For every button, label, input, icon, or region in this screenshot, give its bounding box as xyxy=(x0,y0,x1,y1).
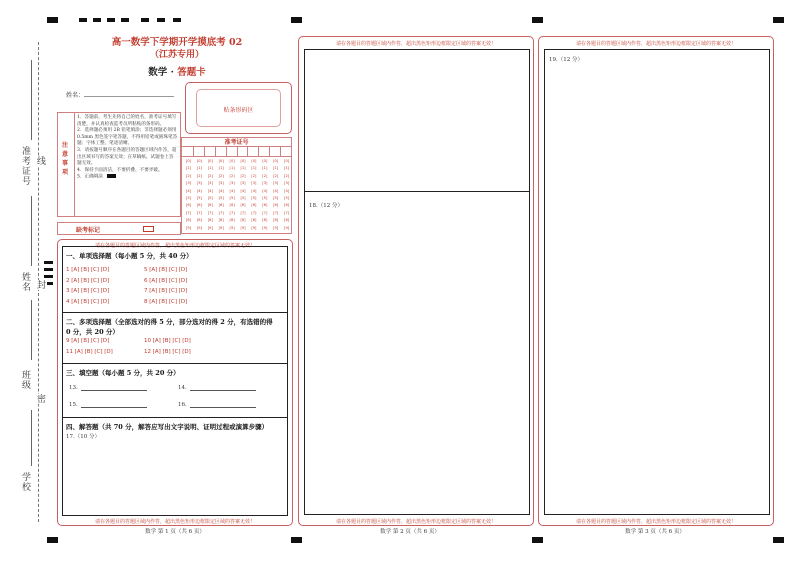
multi-choice-title: 二、多项选择题（全部选对的得 5 分，部分选对的得 2 分，有选错的得 xyxy=(66,318,273,326)
choice-row[interactable]: 5 [A] [B] [C] [D] xyxy=(144,267,188,273)
exam-id-digit[interactable]: [9] xyxy=(240,225,246,230)
barcode-area xyxy=(185,82,292,134)
notice-top: 请在各题目的答题区域内作答，超出黑色矩形边框限定区域的答案无效！ xyxy=(94,243,255,249)
exam-id-digit[interactable]: [5] xyxy=(229,195,235,200)
single-choice-options xyxy=(66,267,187,309)
exam-id-digit[interactable]: [8] xyxy=(207,218,213,223)
registration-mark xyxy=(291,17,302,23)
notice-bottom: 请在各题目的答题区域内作答，超出黑色矩形边框限定区域的答案无效！ xyxy=(335,519,496,525)
exam-id-digit[interactable]: [0] xyxy=(273,159,279,163)
exam-id-digit[interactable]: [5] xyxy=(218,195,224,200)
exam-id-digit[interactable]: [7] xyxy=(196,210,202,215)
exam-id-digit[interactable]: [6] xyxy=(185,203,192,208)
exam-id-digit[interactable]: [9] xyxy=(196,225,202,230)
choice-row[interactable]: 7 [A] [B] [C] [D] xyxy=(144,288,188,294)
exam-id-digit[interactable]: [4] xyxy=(251,188,257,193)
exam-id-digit[interactable]: [9] xyxy=(251,225,257,230)
exam-id-write-cell[interactable] xyxy=(247,147,258,156)
question-18[interactable]: 18.（12 分） xyxy=(309,203,343,209)
registration-mark xyxy=(121,18,129,22)
side-blank[interactable] xyxy=(31,196,32,266)
choice-row[interactable]: 3 [A] [B] [C] [D] xyxy=(66,288,110,294)
exam-id-box xyxy=(181,137,292,234)
exam-no-side-label: 准考证号 xyxy=(20,146,30,186)
exam-id-digit[interactable]: [7] xyxy=(251,210,257,215)
choice-row[interactable]: 6 [A] [B] [C] [D] xyxy=(144,277,188,284)
notice-top: 请在各题目的答题区域内作答，超出黑色矩形边框限定区域的答案无效！ xyxy=(335,41,496,47)
exam-id-column xyxy=(238,158,249,232)
blank-16[interactable]: 16. xyxy=(178,402,256,408)
exam-id-digit[interactable]: [6] xyxy=(229,203,235,208)
barcode-label: 贴条形码区 xyxy=(223,107,254,114)
exam-id-digit[interactable]: [1] xyxy=(229,166,235,171)
exam-id-digit[interactable]: [1] xyxy=(185,166,192,171)
exam-id-digit[interactable]: [4] xyxy=(218,188,224,193)
registration-mark xyxy=(157,18,165,22)
exam-id-digit[interactable]: [5] xyxy=(196,195,202,200)
registration-mark xyxy=(44,261,53,264)
filled-example-mark xyxy=(107,174,116,178)
exam-id-digit[interactable]: [8] xyxy=(273,218,279,223)
answer-frame xyxy=(544,49,770,515)
exam-id-label: 准考证号 xyxy=(182,138,291,147)
name-label: 姓名： xyxy=(66,92,85,99)
exam-id-digit[interactable]: [0] xyxy=(218,159,224,163)
side-blank[interactable] xyxy=(31,60,32,140)
registration-mark xyxy=(291,537,302,543)
choice-row[interactable]: 1 [A] [B] [C] [D] xyxy=(66,267,110,273)
class-side-label: 班级 xyxy=(20,370,30,390)
registration-mark xyxy=(47,282,53,285)
exam-id-digit[interactable]: [8] xyxy=(284,218,290,223)
exam-id-digit[interactable]: [3] xyxy=(240,181,246,186)
exam-id-digit[interactable]: [2] xyxy=(284,173,290,178)
exam-id-column xyxy=(259,158,270,232)
notes-list xyxy=(77,115,178,181)
exam-id-digit[interactable]: [9] xyxy=(262,225,268,230)
page1-footer: 数学 第 1 页（共 6 页） xyxy=(145,529,205,535)
exam-id-digit[interactable]: [5] xyxy=(284,195,290,200)
exam-id-digit[interactable]: [9] xyxy=(229,225,235,230)
exam-id-digit[interactable]: [2] xyxy=(229,173,235,178)
school-side-label: 学校 xyxy=(20,472,30,492)
exam-id-digit[interactable]: [1] xyxy=(284,166,290,171)
card-title-accent: 答题卡 xyxy=(177,67,206,78)
name-side-label: 姓名 xyxy=(20,272,30,292)
exam-id-digit[interactable]: [0] xyxy=(196,159,202,163)
registration-mark xyxy=(107,18,115,22)
exam-id-digit[interactable]: [0] xyxy=(185,159,192,163)
exam-id-write-cell[interactable] xyxy=(280,147,291,156)
name-field[interactable] xyxy=(66,90,174,99)
registration-mark xyxy=(93,18,101,22)
exam-id-digit[interactable]: [3] xyxy=(251,181,257,186)
exam-id-digit[interactable]: [3] xyxy=(273,181,279,186)
choice-row[interactable]: 8 [A] [B] [C] [D] xyxy=(144,298,188,305)
exam-id-digit[interactable]: [9] xyxy=(218,225,224,230)
page2-footer: 数学 第 2 页（共 6 页） xyxy=(380,529,440,535)
note-item xyxy=(77,174,178,181)
exam-id-digit[interactable]: [8] xyxy=(251,218,257,223)
exam-id-digit[interactable]: [5] xyxy=(240,195,246,200)
exam-id-digit[interactable]: [1] xyxy=(218,166,224,171)
exam-id-grid[interactable] xyxy=(183,158,292,234)
blank-13[interactable]: 13. xyxy=(69,385,147,391)
exam-id-digit[interactable]: [3] xyxy=(218,181,224,186)
exam-id-digit[interactable]: [7] xyxy=(262,210,268,215)
note-item: 4．保持卡面清洁，不要折叠、不要弄破。 xyxy=(77,167,163,173)
exam-id-digit[interactable]: [4] xyxy=(284,188,290,193)
multi-choice-title-cont: 0 分，共 20 分） xyxy=(66,328,119,336)
solution-title: 四、解答题（共 70 分，解答应写出文字说明、证明过程或演算步骤） xyxy=(66,423,269,431)
choice-row[interactable]: 11 [A] [B] [C] [D] xyxy=(66,348,113,355)
exam-id-digit[interactable]: [9] xyxy=(185,225,192,230)
answer-frame xyxy=(304,49,530,515)
choice-row[interactable]: 12 [A] [B] [C] [D] xyxy=(144,348,191,355)
exam-id-digit[interactable]: [1] xyxy=(273,166,279,171)
exam-id-digit[interactable]: [6] xyxy=(262,203,268,208)
registration-mark xyxy=(47,537,58,543)
answer-area-page1 xyxy=(57,239,293,526)
exam-id-digit[interactable]: [0] xyxy=(251,159,257,163)
exam-id-column xyxy=(194,158,205,232)
absent-box xyxy=(57,222,181,235)
exam-id-digit[interactable]: [3] xyxy=(262,181,268,186)
registration-mark xyxy=(532,17,543,23)
exam-id-digit[interactable]: [5] xyxy=(251,195,257,200)
exam-id-column xyxy=(281,158,292,232)
answer-area-page3 xyxy=(538,36,774,526)
note-item: 2．选择题必须用 2B 铅笔填涂；非选择题必须用 0.5mm 黑色签字笔答题，不得用铅笔或圆珠笔答题；字体工整、笔迹清晰。 xyxy=(77,128,178,147)
line-side-label: 线 xyxy=(35,156,45,166)
registration-mark xyxy=(47,17,58,23)
exam-id-digit[interactable]: [8] xyxy=(185,218,192,223)
exam-id-digit[interactable]: [6] xyxy=(240,203,246,208)
exam-id-digit[interactable]: [4] xyxy=(262,188,268,193)
secret-side-label: 密 xyxy=(35,394,45,404)
registration-mark xyxy=(79,18,87,22)
exam-id-digit[interactable]: [6] xyxy=(284,203,290,208)
exam-id-digit[interactable]: [2] xyxy=(240,173,246,178)
exam-id-column xyxy=(227,158,238,232)
exam-id-digit[interactable]: [8] xyxy=(196,218,202,223)
exam-id-digit[interactable]: [0] xyxy=(229,159,235,163)
exam-id-digit[interactable]: [4] xyxy=(185,188,192,193)
multi-choice-options xyxy=(66,338,191,359)
notes-heading: 注意事项 xyxy=(62,142,69,176)
side-blank[interactable] xyxy=(31,410,32,466)
exam-id-digit[interactable]: [6] xyxy=(207,203,213,208)
choice-row[interactable]: 2 [A] [B] [C] [D] xyxy=(66,277,110,284)
registration-mark xyxy=(44,268,53,271)
question-divider xyxy=(305,191,529,192)
section-divider xyxy=(63,417,287,418)
exam-id-digit[interactable]: [4] xyxy=(229,188,235,193)
exam-id-write-cell[interactable] xyxy=(215,147,226,156)
exam-id-write-cell[interactable] xyxy=(269,147,280,156)
exam-id-column xyxy=(183,158,194,232)
exam-id-digit[interactable]: [5] xyxy=(207,195,213,200)
exam-id-digit[interactable]: [1] xyxy=(240,166,246,171)
exam-id-digit[interactable]: [2] xyxy=(196,173,202,178)
choice-row[interactable]: 9 [A] [B] [C] [D] xyxy=(66,338,110,344)
question-17[interactable]: 17.（10 分） xyxy=(66,434,100,440)
exam-id-digit[interactable]: [6] xyxy=(218,203,224,208)
registration-mark xyxy=(773,17,784,23)
exam-id-digit[interactable]: [7] xyxy=(207,210,213,215)
notice-top: 请在各题目的答题区域内作答，超出黑色矩形边框限定区域的答案无效！ xyxy=(575,41,736,47)
exam-id-digit[interactable]: [3] xyxy=(229,181,235,186)
exam-id-digit[interactable]: [6] xyxy=(273,203,279,208)
exam-id-digit[interactable]: [9] xyxy=(273,225,279,230)
exam-id-write-cell[interactable] xyxy=(237,147,248,156)
exam-id-write-cell[interactable] xyxy=(182,147,193,156)
exam-id-digit[interactable]: [3] xyxy=(284,181,290,186)
exam-id-digit[interactable]: [4] xyxy=(207,188,213,193)
exam-id-digit[interactable]: [2] xyxy=(251,173,257,178)
exam-id-digit[interactable]: [8] xyxy=(262,218,268,223)
exam-id-digit[interactable]: [2] xyxy=(218,173,224,178)
section-divider xyxy=(63,363,287,364)
card-title-prefix: 数学 · xyxy=(148,67,178,78)
exam-id-digit[interactable]: [0] xyxy=(284,159,290,163)
exam-id-digit[interactable]: [3] xyxy=(185,181,192,186)
exam-id-write-cell[interactable] xyxy=(226,147,237,156)
notice-bottom: 请在各题目的答题区域内作答，超出黑色矩形边框限定区域的答案无效！ xyxy=(94,519,255,525)
exam-id-digit[interactable]: [2] xyxy=(273,173,279,178)
page3-footer: 数学 第 3 页（共 6 页） xyxy=(625,529,685,535)
note-item-text: 5．正确填涂 xyxy=(77,174,103,180)
exam-id-digit[interactable]: [0] xyxy=(207,159,213,163)
registration-mark xyxy=(773,537,784,543)
exam-id-digit[interactable]: [5] xyxy=(262,195,268,200)
exam-id-column xyxy=(216,158,227,232)
exam-id-column xyxy=(248,158,259,232)
answer-frame xyxy=(62,246,288,516)
answer-area-page2 xyxy=(298,36,534,526)
exam-id-digit[interactable]: [2] xyxy=(185,173,192,178)
question-19[interactable]: 19.（12 分） xyxy=(549,57,583,63)
exam-id-digit[interactable]: [7] xyxy=(284,210,290,215)
single-choice-title: 一、单项选择题（每小题 5 分，共 40 分） xyxy=(66,252,193,260)
note-item: 3．请按题号顺序在各题目的答题区域内作答，超出区域书写的答案无效；在草稿纸、试题卷上答题无效。 xyxy=(77,147,177,167)
choice-row[interactable]: 4 [A] [B] [C] [D] xyxy=(66,298,110,305)
seal-side-label: 封 xyxy=(35,280,45,290)
registration-mark xyxy=(141,18,149,22)
exam-id-digit[interactable]: [4] xyxy=(273,188,279,193)
exam-subtitle: （江苏专用） xyxy=(149,50,204,60)
exam-id-digit[interactable]: [2] xyxy=(207,173,213,178)
notice-bottom: 请在各题目的答题区域内作答，超出黑色矩形边框限定区域的答案无效！ xyxy=(575,519,736,525)
section-divider xyxy=(63,312,287,313)
exam-id-digit[interactable]: [3] xyxy=(196,181,202,186)
exam-id-digit[interactable]: [7] xyxy=(273,210,279,215)
exam-id-digit[interactable]: [6] xyxy=(251,203,257,208)
exam-id-digit[interactable]: [2] xyxy=(262,173,268,178)
blank-14[interactable]: 14. xyxy=(178,385,256,391)
choice-row[interactable]: 10 [A] [B] [C] [D] xyxy=(144,338,191,344)
registration-mark xyxy=(532,537,543,543)
exam-id-digit[interactable]: [6] xyxy=(196,203,202,208)
exam-id-digit[interactable]: [7] xyxy=(229,210,235,215)
exam-id-digit[interactable]: [9] xyxy=(207,225,213,230)
card-title xyxy=(62,64,292,78)
exam-id-digit[interactable]: [8] xyxy=(240,218,246,223)
exam-id-digit[interactable]: [5] xyxy=(273,195,279,200)
absent-label: 缺考标记 xyxy=(76,227,101,234)
exam-id-digit[interactable]: [0] xyxy=(262,159,268,163)
registration-mark xyxy=(44,275,53,278)
exam-id-digit[interactable]: [1] xyxy=(262,166,268,171)
fill-blank-title: 三、填空题（每小题 5 分，共 20 分） xyxy=(66,369,180,377)
registration-mark xyxy=(173,18,181,22)
exam-id-digit[interactable]: [8] xyxy=(229,218,235,223)
exam-id-digit[interactable]: [7] xyxy=(185,210,192,215)
note-item: 1．答题前，考生先将自己的姓名，准考证号填写清楚，并认真检查监考员所粘贴的条形码。 xyxy=(77,115,177,127)
exam-id-digit[interactable]: [9] xyxy=(284,225,290,230)
exam-id-column xyxy=(205,158,216,232)
exam-id-column xyxy=(270,158,281,232)
exam-id-digit[interactable]: [1] xyxy=(251,166,257,171)
exam-id-write-cell[interactable] xyxy=(204,147,215,156)
exam-id-digit[interactable]: [5] xyxy=(185,195,192,200)
notes-box xyxy=(57,112,181,217)
exam-id-digit[interactable]: [1] xyxy=(207,166,213,171)
exam-id-digit[interactable]: [7] xyxy=(218,210,224,215)
blank-15[interactable]: 15. xyxy=(69,402,147,408)
exam-id-digit[interactable]: [8] xyxy=(218,218,224,223)
exam-id-digit[interactable]: [0] xyxy=(240,159,246,163)
exam-id-digit[interactable]: [7] xyxy=(240,210,246,215)
exam-id-digit[interactable]: [4] xyxy=(196,188,202,193)
exam-title: 高一数学下学期开学摸底考 02 xyxy=(111,37,243,48)
exam-id-digit[interactable]: [1] xyxy=(196,166,202,171)
exam-id-write-cell[interactable] xyxy=(193,147,204,156)
exam-id-digit[interactable]: [4] xyxy=(240,188,246,193)
exam-id-digit[interactable]: [3] xyxy=(207,181,213,186)
exam-id-write-cell[interactable] xyxy=(258,147,269,156)
absent-checkbox[interactable] xyxy=(143,226,154,232)
side-blank[interactable] xyxy=(31,300,32,360)
